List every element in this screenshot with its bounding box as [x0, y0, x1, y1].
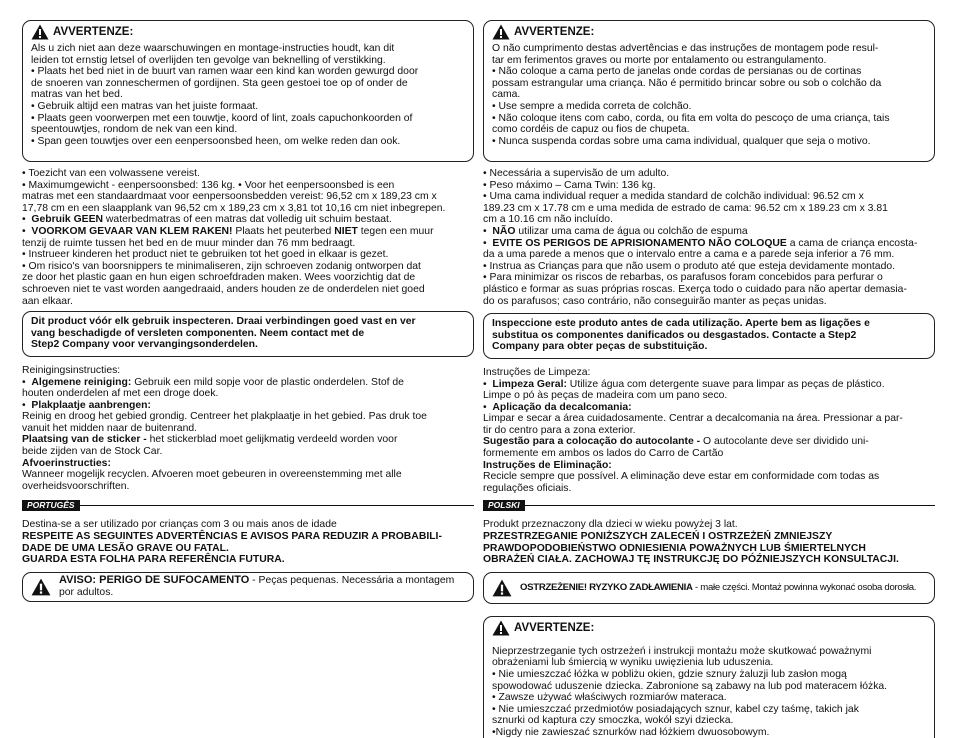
pl-intro — [483, 519, 935, 565]
nl-inspect-box: Dit product vóór elk gebruik inspecteren. Draai verbindingen goed vast en ver vang beschadigde of versleten componenten. Neem contact met de Step2 Company voor vervangingsonderdelen. — [22, 311, 474, 357]
pl-warning-heading: AVVERTENZE: — [514, 621, 595, 634]
pt-clean-text: Recicle sempre que possível. A eliminação deve estar em conformidade com todas as regulações oficiais. — [483, 471, 880, 494]
pt-clean-title: Instruções de Limpeza: — [483, 366, 591, 378]
pt-safety-list — [483, 168, 935, 307]
pt-warning-box — [483, 20, 935, 162]
nl-clean-text: Wanneer mogelijk recyclen. Afvoeren moet gebeuren in overeenstemming met alle overheidsvoorschriften. — [22, 469, 402, 492]
nl-clean-title: Reinigingsinstructies: — [22, 364, 121, 376]
pl-age-note: Produkt przeznaczony dla dzieci w wieku powyżej 3 lat. — [483, 519, 738, 531]
pl-choke-rest: - małe części. Montaż powinna wykonać osoba dorosła. — [692, 582, 917, 594]
pt-warning-body: O não cumprimento destas advertências e das instruções de montagem pode resul- tar em ferimentos graves ou morte por entalamento ou estrangulamento. • Não coloque a cama perto de janelas onde cordas de persianas ou de cortinas possam estrangular uma criança. Não é permitido brincar sobre ou sob o colchão da cama. • Use sempre a medida correta de colchão. • Não coloque itens com cabo, corda, ou fita em volta do pescoço de uma criança, tais como cordéis de capuz ou fios de chupeta. • Nunca suspenda cordas sobre uma cama individual, qualquer que seja o motivo. — [492, 43, 890, 147]
pt-intro-warning: RESPEITE AS SEGUINTES ADVERTÊNCIAS E AVISOS PARA REDUZIR A PROBABILI- DADE DE UMA LESÃO GRAVE OU FATAL. GUARDA ESTA FOLHA PARA REFERÊNCIA FUTURA. — [22, 531, 442, 566]
nl-warning-heading: AVVERTENZE: — [53, 26, 134, 38]
nl-list-item: • VOORKOM GEVAAR VAN KLEM RAKEN! Plaats het peuterbed NIET tegen een muur tenzij de ruimte tussen het bed en de muur minder dan 76 mm bedraagt. — [22, 225, 434, 249]
pt-language-bar — [22, 500, 474, 511]
nl-clean-item — [22, 434, 474, 457]
pt-choke-rest: - Peças pequenas. Necessária a montagem por adultos. — [59, 575, 455, 598]
pt-list-bold: NÃO — [492, 225, 516, 237]
pl-choke-warning-box — [483, 572, 935, 604]
nl-list-item: • Maximumgewicht - eenpersoonsbed: 136 kg. • Voor het eenpersoonsbed is een matras met een standaardmaat voor eenpersoonsbedden vereist: 96,52 cm x 189,23 cm x 17,78 cm en een slaapplank van 96,52 cm x 189,23 cm x 3,81 tot 10,16 cm niet inbegrepen. — [22, 179, 446, 214]
nl-list-item: • Gebruik GEEN waterbedmatras of een matras dat volledig uit schuim bestaat. — [22, 214, 392, 226]
nl-clean-bold: Afvoerinstructies: — [22, 457, 111, 469]
pt-list-item: • Instrua as Crianças para que não usem o produto até que esteja devidamente montado. • Para minimizar os riscos de rebarbas, os parafusos foram concebidos para perfurar o plástico e formar as suas próprias roscas. Exerça todo o cuidado para não apertar demasia- do os parafusos; caso contrário, não conseguirão manter as peças unidas. — [483, 260, 907, 307]
pt-clean-bold: Sugestão para a colocação do autocolante - — [483, 436, 701, 448]
pt-clean-bold: Instruções de Eliminação: — [483, 459, 612, 471]
nl-list-bold: NIET — [334, 225, 358, 237]
pt-clean-item — [483, 436, 935, 459]
pt-clean-text: O autocolante deve ser dividido uni- formemente em ambos os lados do Carro de Cartão — [483, 436, 869, 460]
pt-choke-text — [59, 575, 454, 598]
pl-warning-header — [492, 620, 926, 636]
nl-clean-item: • Algemene reiniging: Gebruik een mild sopje voor de plastic onderdelen. Stof de houten onderdelen af met een droge doek. — [22, 376, 404, 400]
pl-language-tag: POLSKI — [483, 500, 525, 511]
pl-intro-warning: PRZESTRZEGANIE PONIŻSZYCH ZALECEŃ I OSTRZEŻEŃ ZMNIEJSZY PRAWDOPODOBIEŃSTWO ODNIESIENIA POWAŻNYCH LUB ŚMIERTELNYCH OBRAŻEŃ CIAŁA. ZACHOWAJ TĘ INSTRUKCJĘ DO PÓŹNIEJSZYCH KONSULTACJI. — [483, 531, 899, 566]
pt-clean-text: Utilize água com detergente suave para limpar as peças de plástico. Limpe o pó às peças de madeira com um pano seco. — [483, 378, 885, 402]
nl-clean-bold: Plaatsing van de sticker - — [22, 434, 147, 446]
pt-choke-bold: AVISO: PERIGO DE SUFOCAMENTO — [59, 574, 250, 587]
nl-clean-text: Gebruik een mild sopje voor de plastic onderdelen. Stof de houten onderdelen af met een droge doek. — [22, 376, 404, 400]
pt-intro — [22, 519, 474, 565]
pl-choke-text — [520, 582, 916, 594]
pt-list-bold: EVITE OS PERIGOS DE APRISIONAMENTO NÃO COLOQUE — [492, 237, 787, 249]
nl-safety-list — [22, 168, 474, 307]
nl-list-bold: Gebruik GEEN — [31, 214, 104, 226]
pt-age-note: Destina-se a ser utilizado por crianças com 3 ou mais anos de idade — [22, 519, 337, 531]
nl-list-item: • Om risico's van boorsnippers te minimaliseren, zijn schroeven zodanig ontworpen dat ze door het plastic gaan en hun eigen schroefdraden maken. Wees voorzichtig dat de schroeven niet te vast worden aangedraaid, anders houden ze de onderdelen niet goed aan elkaar. — [22, 260, 425, 307]
warning-triangle-icon — [31, 578, 51, 596]
nl-clean-item: • Plakplaatje aanbrengen: — [22, 399, 151, 411]
divider — [525, 505, 935, 506]
pt-list-text: a cama de criança encosta- da a uma parede a menos que o intervalo entre a cama e a parede seja inferior a 76 mm. — [483, 237, 918, 261]
warning-triangle-icon — [492, 24, 510, 40]
warning-triangle-icon — [31, 24, 49, 40]
pt-warning-header — [492, 24, 926, 40]
pt-warning-heading: AVVERTENZE: — [514, 26, 595, 38]
pt-list-item: • Necessária a supervisão de um adulto. • Peso máximo – Cama Twin: 136 kg. • Uma cama individual requer a medida standard de colchão individual: 96.52 cm x 189.23 cm x 17.78 cm e uma medida de estrado de cama: 96.52 cm x 189.23 cm x 3.81 cm a 10.16 cm não incluído. — [483, 168, 888, 226]
nl-list-text: Plaats het peuterbed — [232, 225, 335, 237]
nl-warning-body: Als u zich niet aan deze waarschuwingen en montage-instructies houdt, kan dit leiden tot ernstig letsel of overlijden ten gevolge van beknelling of verstikking. • Plaats het bed niet in de buurt van ramen waar een kind kan worden gewurgd door de snoeren van zonneschermen of gordijnen. Sta geen gestoei toe op of onder de matras van het bed. • Gebruik altijd een matras van het juiste formaat. • Plaats geen voorwerpen met een touwtje, koord of lint, zoals capuchonkoorden of speentouwtjes, rondom de nek van een kind. • Span geen touwtjes over een eenpersoonsbed heen, om welke reden dan ook. — [31, 43, 419, 147]
nl-list-item: • Toezicht van een volwassene vereist. — [22, 168, 200, 179]
nl-clean-text: Reinig en droog het gebied grondig. Centreer het plakplaatje in het gebied. Pas druk toe vanuit het midden naar de buitenrand. — [22, 411, 427, 434]
pt-list-text: utilizar uma cama de água ou colchão de espuma — [515, 225, 748, 237]
pt-list-item: • EVITE OS PERIGOS DE APRISIONAMENTO NÃO COLOQUE a cama de criança encosta- da a uma parede a menos que o intervalo entre a cama e a parede seja inferior a 76 mm. — [483, 237, 918, 261]
pt-clean-bold: Aplicação da decalcomania: — [492, 401, 632, 413]
warning-triangle-icon — [492, 579, 512, 597]
pt-clean-item: • Limpeza Geral: Utilize água com detergente suave para limpar as peças de plástico. Limpe o pó às peças de madeira com um pano seco. — [483, 378, 885, 402]
warning-triangle-icon — [492, 620, 510, 636]
pt-list-item: • NÃO utilizar uma cama de água ou colchão de espuma — [483, 225, 748, 237]
nl-list-bold: VOORKOM GEVAAR VAN KLEM RAKEN! — [31, 225, 233, 237]
pt-clean-item: • Aplicação da decalcomania: — [483, 401, 632, 413]
pl-warning-box — [483, 616, 935, 738]
pl-choke-bold: OSTRZEŻENIE! RYZYKO ZADŁAWIENIA — [520, 582, 693, 594]
nl-warning-header — [31, 24, 465, 40]
nl-list-text: waterbedmatras of een matras dat volledig uit schuim bestaat. — [103, 214, 392, 226]
pl-warning-body: Nieprzestrzeganie tych ostrzeżeń i instrukcji montażu może skutkować poważnymi obrażeniami lub śmiercią w wyniku uwięzienia lub uduszenia. • Nie umieszczać łóżka w pobliżu okien, gdzie sznury żaluzji lub zasłon mogą spowodować uduszenie dziecka. Zabronione są zabawy na lub pod materacem łóżka. • Zawsze używać właściwych rozmiarów materaca. • Nie umieszczać przedmiotów posiadających sznur, kabel czy taśmę, takich jak sznurki od kaptura czy smoczka, wokół szyi dziecka. •Nigdy nie zawieszać sznurków nad łóżkiem dwuosobowym. — [492, 645, 888, 738]
nl-list-item: • Instrueer kinderen het product niet te gebruiken tot het goed in elkaar is gezet. — [22, 249, 389, 261]
pt-clean-text: Limpar e secar a área cuidadosamente. Centrar a decalcomania na área. Pressionar a par- tir do centro para a zona exterior. — [483, 413, 903, 436]
pt-inspect-box: Inspeccione este produto antes de cada utilização. Aperte bem as ligações e substitua os componentes danificados ou desgastados. Contacte a Step2 Company para obter peças de substituição. — [483, 313, 935, 359]
nl-clean-text: het stickerblad moet gelijkmatig verdeeld worden voor beide zijden van de Stock Car. — [22, 434, 398, 458]
nl-list-text: tegen een muur tenzij de ruimte tussen het bed en de muur minder dan 76 mm bedraagt. — [22, 225, 434, 249]
pt-choke-warning-box — [22, 572, 474, 602]
nl-warning-box — [22, 20, 474, 162]
divider — [80, 505, 474, 506]
nl-cleaning-section — [22, 365, 474, 493]
pt-clean-bold: Limpeza Geral: — [492, 378, 567, 390]
pl-language-bar — [483, 500, 935, 511]
nl-clean-bold: Algemene reiniging: — [31, 376, 132, 388]
nl-clean-bold: Plakplaatje aanbrengen: — [31, 399, 151, 411]
pt-cleaning-section — [483, 367, 935, 495]
right-column — [483, 20, 935, 738]
left-column — [22, 20, 474, 602]
pt-language-tag: PORTUGÊS — [22, 500, 80, 511]
